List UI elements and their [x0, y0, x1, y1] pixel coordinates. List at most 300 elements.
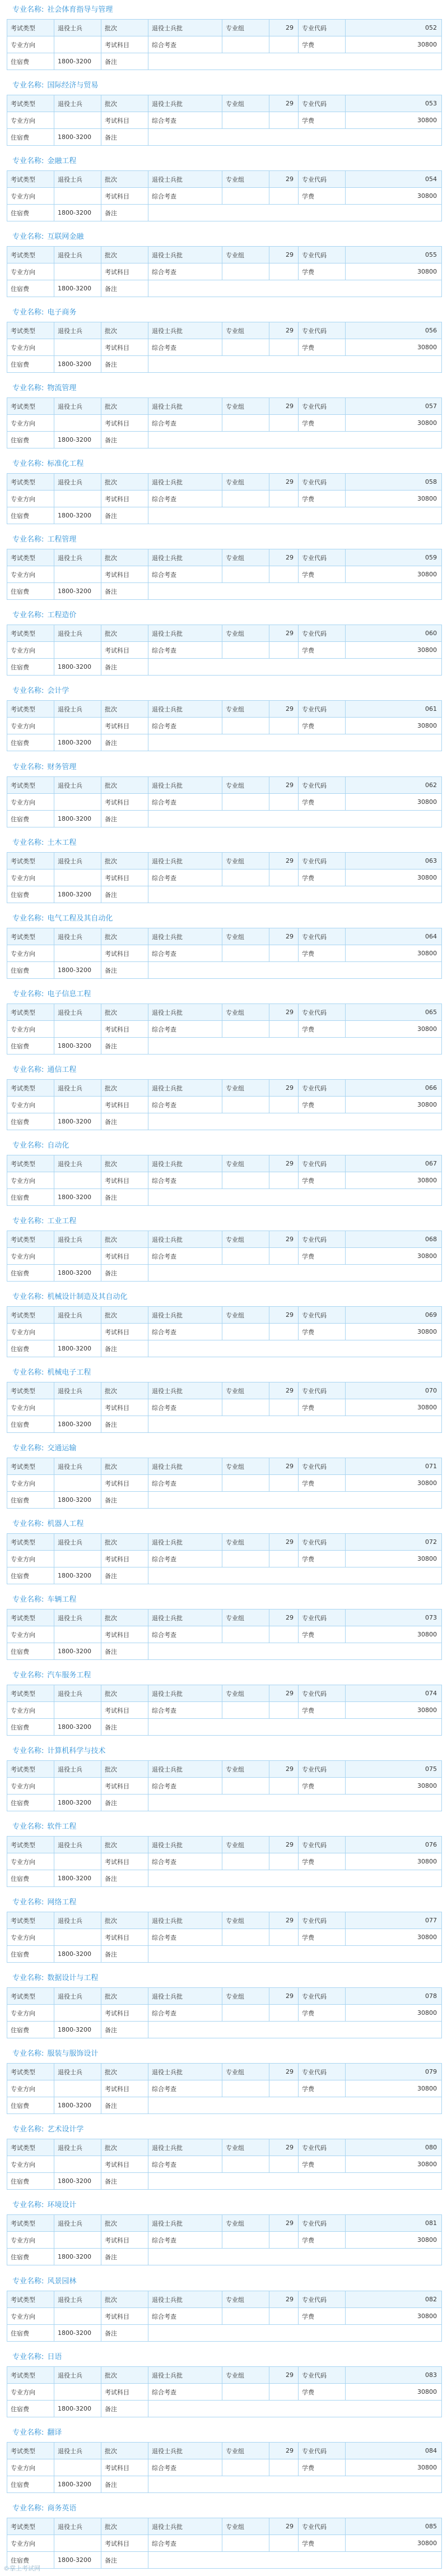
- table-row: [7, 1567, 442, 1584]
- accommodation-fee-value: 1800-3200: [54, 432, 101, 448]
- batch-value: 退役士兵批: [148, 1912, 222, 1929]
- accommodation-fee-value: 1800-3200: [54, 2097, 101, 2114]
- exam-subjects-label: 考试科目: [101, 642, 148, 659]
- major-group-value: 29: [269, 928, 299, 945]
- exam-subjects-label: 考试科目: [101, 945, 148, 962]
- exam-subjects-value: 综合考查: [148, 415, 222, 432]
- table-row: [7, 928, 442, 945]
- table-row: [7, 1870, 442, 1887]
- major-info-table: [7, 1609, 442, 1660]
- major-direction-value: [54, 1475, 101, 1492]
- table-row: [7, 1399, 442, 1416]
- remarks-label: 备注: [101, 1492, 148, 1509]
- table-row: [7, 53, 442, 70]
- major-group-value: 29: [269, 2064, 299, 2080]
- exam-type-label: 考试类型: [7, 1837, 54, 1853]
- major-direction-label: 专业方向: [7, 1778, 54, 1795]
- major-code-value: 059: [346, 549, 442, 566]
- major-code-label: 专业代码: [299, 95, 346, 112]
- major-name-label: 专业名称:: [12, 460, 44, 468]
- major-group-label: 专业组: [222, 171, 269, 188]
- tuition-label: 学费: [299, 1853, 346, 1870]
- tuition-value: 30800: [346, 870, 442, 886]
- accommodation-fee-label: 住宿费: [7, 356, 54, 373]
- major-group-value: 29: [269, 1610, 299, 1626]
- major-direction-label: 专业方向: [7, 1324, 54, 1340]
- exam-type-label: 考试类型: [7, 1534, 54, 1551]
- major-group-label: 专业组: [222, 1004, 269, 1021]
- table-row: [7, 625, 442, 642]
- remarks-label: 备注: [101, 53, 148, 70]
- major-code-label: 专业代码: [299, 701, 346, 718]
- accommodation-fee-value: 1800-3200: [54, 1038, 101, 1055]
- exam-subjects-label: 考试科目: [101, 1853, 148, 1870]
- major-block: [7, 76, 441, 147]
- table-row: [7, 2097, 442, 2114]
- batch-value: 退役士兵批: [148, 2064, 222, 2080]
- exam-subjects-label: 考试科目: [101, 2384, 148, 2401]
- batch-value: 退役士兵批: [148, 1307, 222, 1324]
- empty-cell: [222, 718, 269, 734]
- empty-cell: [222, 1021, 269, 1038]
- major-block: [7, 530, 441, 601]
- exam-type-value: 退役士兵: [54, 1610, 101, 1626]
- major-direction-value: [54, 870, 101, 886]
- major-group-label: 专业组: [222, 1534, 269, 1551]
- remarks-value: [148, 1567, 442, 1584]
- accommodation-fee-label: 住宿费: [7, 1416, 54, 1433]
- major-group-value: 29: [269, 1912, 299, 1929]
- exam-type-label: 考试类型: [7, 2215, 54, 2232]
- tuition-label: 学费: [299, 1929, 346, 1946]
- empty-cell: [222, 642, 269, 659]
- exam-type-label: 考试类型: [7, 171, 54, 188]
- batch-value: 退役士兵批: [148, 701, 222, 718]
- exam-type-label: 考试类型: [7, 474, 54, 491]
- table-row: [7, 2535, 442, 2552]
- accommodation-fee-value: 1800-3200: [54, 2401, 101, 2417]
- exam-subjects-value: 综合考查: [148, 566, 222, 583]
- major-direction-value: [54, 415, 101, 432]
- tuition-value: 30800: [346, 263, 442, 280]
- exam-type-value: 退役士兵: [54, 1231, 101, 1248]
- tuition-value: 30800: [346, 642, 442, 659]
- major-group-label: 专业组: [222, 1382, 269, 1399]
- exam-type-value: 退役士兵: [54, 1988, 101, 2005]
- exam-type-value: 退役士兵: [54, 1534, 101, 1551]
- empty-cell: [222, 491, 269, 507]
- table-row: [7, 36, 442, 53]
- major-title: [12, 1140, 69, 1151]
- major-name-label: 专业名称:: [12, 2277, 44, 2286]
- major-title: [12, 2352, 62, 2363]
- major-name-label: 专业名称:: [12, 2429, 44, 2437]
- tuition-value: 30800: [346, 1021, 442, 1038]
- major-info-table: [7, 2518, 442, 2569]
- table-row: [7, 1626, 442, 1643]
- batch-label: 批次: [101, 1534, 148, 1551]
- major-group-label: 专业组: [222, 1761, 269, 1778]
- exam-type-value: 退役士兵: [54, 171, 101, 188]
- major-code-value: 062: [346, 777, 442, 794]
- major-title: [12, 1292, 127, 1303]
- empty-cell: [222, 566, 269, 583]
- major-name: 会计学: [47, 687, 69, 695]
- table-row: [7, 794, 442, 811]
- major-name-label: 专业名称:: [12, 308, 44, 317]
- major-title: [12, 1367, 91, 1379]
- empty-cell: [269, 1778, 299, 1795]
- major-group-value: 29: [269, 1837, 299, 1853]
- exam-type-label: 考试类型: [7, 2518, 54, 2535]
- tuition-label: 学费: [299, 870, 346, 886]
- major-group-label: 专业组: [222, 1912, 269, 1929]
- major-info-table: [7, 1079, 442, 1130]
- major-block: [7, 605, 441, 677]
- empty-cell: [269, 1097, 299, 1113]
- accommodation-fee-label: 住宿费: [7, 2173, 54, 2190]
- empty-cell: [222, 2232, 269, 2249]
- major-group-value: 29: [269, 777, 299, 794]
- major-name: 电子信息工程: [47, 990, 91, 998]
- exam-type-label: 考试类型: [7, 1307, 54, 1324]
- accommodation-fee-value: 1800-3200: [54, 2325, 101, 2342]
- exam-type-value: 退役士兵: [54, 20, 101, 36]
- major-code-label: 专业代码: [299, 928, 346, 945]
- accommodation-fee-value: 1800-3200: [54, 1643, 101, 1660]
- exam-type-value: 退役士兵: [54, 1685, 101, 1702]
- remarks-label: 备注: [101, 2173, 148, 2190]
- batch-label: 批次: [101, 1988, 148, 2005]
- table-row: [7, 1080, 442, 1097]
- tuition-label: 学费: [299, 1399, 346, 1416]
- table-row: [7, 1534, 442, 1551]
- batch-label: 批次: [101, 2443, 148, 2459]
- major-title: [12, 307, 76, 318]
- major-group-value: 29: [269, 853, 299, 870]
- major-name: 机械电子工程: [47, 1368, 91, 1377]
- tuition-label: 学费: [299, 1021, 346, 1038]
- major-direction-label: 专业方向: [7, 36, 54, 53]
- tuition-value: 30800: [346, 2080, 442, 2097]
- batch-value: 退役士兵批: [148, 20, 222, 36]
- exam-type-label: 考试类型: [7, 1458, 54, 1475]
- major-title: [12, 1519, 83, 1530]
- accommodation-fee-label: 住宿费: [7, 734, 54, 751]
- accommodation-fee-label: 住宿费: [7, 659, 54, 676]
- major-block: [7, 681, 441, 752]
- table-row: [7, 1719, 442, 1736]
- major-code-label: 专业代码: [299, 1534, 346, 1551]
- exam-type-label: 考试类型: [7, 1988, 54, 2005]
- exam-subjects-value: 综合考查: [148, 1551, 222, 1567]
- tuition-label: 学费: [299, 1702, 346, 1719]
- batch-label: 批次: [101, 1458, 148, 1475]
- major-code-label: 专业代码: [299, 322, 346, 339]
- major-direction-value: [54, 718, 101, 734]
- empty-cell: [269, 1626, 299, 1643]
- table-row: [7, 1988, 442, 2005]
- empty-cell: [269, 36, 299, 53]
- batch-value: 退役士兵批: [148, 853, 222, 870]
- exam-subjects-label: 考试科目: [101, 2005, 148, 2022]
- table-row: [7, 870, 442, 886]
- remarks-value: [148, 432, 442, 448]
- exam-type-value: 退役士兵: [54, 2139, 101, 2156]
- major-info-table: [7, 397, 442, 448]
- major-name-label: 专业名称:: [12, 2504, 44, 2513]
- major-title: [12, 2048, 98, 2060]
- major-name: 机器人工程: [47, 1520, 84, 1528]
- remarks-label: 备注: [101, 1189, 148, 1206]
- major-code-label: 专业代码: [299, 1382, 346, 1399]
- major-direction-value: [54, 1172, 101, 1189]
- table-row: [7, 432, 442, 448]
- exam-subjects-label: 考试科目: [101, 112, 148, 129]
- major-group-value: 29: [269, 1382, 299, 1399]
- tuition-value: 30800: [346, 2384, 442, 2401]
- major-title: [12, 2427, 62, 2439]
- major-title: [12, 686, 69, 697]
- major-group-value: 29: [269, 95, 299, 112]
- tuition-value: 30800: [346, 1626, 442, 1643]
- major-block: [7, 151, 441, 223]
- remarks-value: [148, 1946, 442, 1963]
- tuition-label: 学费: [299, 263, 346, 280]
- major-group-value: 29: [269, 2215, 299, 2232]
- exam-subjects-value: 综合考查: [148, 36, 222, 53]
- table-row: [7, 1097, 442, 1113]
- empty-cell: [269, 263, 299, 280]
- batch-value: 退役士兵批: [148, 2139, 222, 2156]
- remarks-label: 备注: [101, 2249, 148, 2265]
- batch-value: 退役士兵批: [148, 1534, 222, 1551]
- tuition-value: 30800: [346, 36, 442, 53]
- empty-cell: [222, 2156, 269, 2173]
- table-row: [7, 188, 442, 205]
- tuition-label: 学费: [299, 1778, 346, 1795]
- major-code-value: 073: [346, 1610, 442, 1626]
- batch-value: 退役士兵批: [148, 2291, 222, 2308]
- major-code-label: 专业代码: [299, 247, 346, 263]
- batch-value: 退役士兵批: [148, 322, 222, 339]
- table-row: [7, 1324, 442, 1340]
- exam-type-value: 退役士兵: [54, 2291, 101, 2308]
- table-row: [7, 1155, 442, 1172]
- batch-value: 退役士兵批: [148, 247, 222, 263]
- tuition-label: 学费: [299, 1172, 346, 1189]
- accommodation-fee-label: 住宿费: [7, 280, 54, 297]
- major-direction-label: 专业方向: [7, 1172, 54, 1189]
- table-row: [7, 583, 442, 600]
- empty-cell: [269, 1399, 299, 1416]
- exam-type-label: 考试类型: [7, 1610, 54, 1626]
- accommodation-fee-label: 住宿费: [7, 2249, 54, 2265]
- major-title: [12, 1443, 76, 1454]
- major-title: [12, 913, 113, 924]
- major-code-value: 080: [346, 2139, 442, 2156]
- major-code-label: 专业代码: [299, 1988, 346, 2005]
- table-row: [7, 1912, 442, 1929]
- exam-type-value: 退役士兵: [54, 247, 101, 263]
- tuition-value: 30800: [346, 1778, 442, 1795]
- batch-label: 批次: [101, 625, 148, 642]
- empty-cell: [222, 1248, 269, 1265]
- major-info-table: [7, 700, 442, 751]
- major-direction-value: [54, 1551, 101, 1567]
- exam-type-label: 考试类型: [7, 2367, 54, 2384]
- major-name-label: 专业名称:: [12, 839, 44, 847]
- major-name: 车辆工程: [47, 1595, 77, 1604]
- remarks-label: 备注: [101, 2097, 148, 2114]
- remarks-label: 备注: [101, 583, 148, 600]
- exam-type-label: 考试类型: [7, 1382, 54, 1399]
- batch-value: 退役士兵批: [148, 2443, 222, 2459]
- table-row: [7, 205, 442, 221]
- accommodation-fee-value: 1800-3200: [54, 886, 101, 903]
- table-row: [7, 2518, 442, 2535]
- table-row: [7, 1248, 442, 1265]
- table-row: [7, 2022, 442, 2038]
- accommodation-fee-label: 住宿费: [7, 507, 54, 524]
- empty-cell: [222, 1853, 269, 1870]
- empty-cell: [269, 2232, 299, 2249]
- batch-label: 批次: [101, 322, 148, 339]
- batch-value: 退役士兵批: [148, 171, 222, 188]
- empty-cell: [222, 1399, 269, 1416]
- table-row: [7, 853, 442, 870]
- remarks-value: [148, 205, 442, 221]
- accommodation-fee-label: 住宿费: [7, 129, 54, 146]
- exam-subjects-value: 综合考查: [148, 1475, 222, 1492]
- major-code-value: 081: [346, 2215, 442, 2232]
- major-direction-value: [54, 1097, 101, 1113]
- major-group-label: 专业组: [222, 777, 269, 794]
- major-block: [7, 1514, 441, 1585]
- tuition-label: 学费: [299, 36, 346, 53]
- batch-label: 批次: [101, 1307, 148, 1324]
- major-direction-label: 专业方向: [7, 1475, 54, 1492]
- exam-subjects-value: 综合考查: [148, 2535, 222, 2552]
- tuition-label: 学费: [299, 2232, 346, 2249]
- empty-cell: [222, 2080, 269, 2097]
- major-info-table: [7, 2291, 442, 2342]
- major-block: [7, 909, 441, 980]
- table-row: [7, 415, 442, 432]
- table-row: [7, 2156, 442, 2173]
- major-name: 互联网金融: [47, 233, 84, 241]
- remarks-label: 备注: [101, 659, 148, 676]
- major-code-label: 专业代码: [299, 1080, 346, 1097]
- empty-cell: [269, 642, 299, 659]
- exam-type-value: 退役士兵: [54, 549, 101, 566]
- major-code-value: 078: [346, 1988, 442, 2005]
- accommodation-fee-label: 住宿费: [7, 205, 54, 221]
- empty-cell: [222, 2535, 269, 2552]
- major-group-label: 专业组: [222, 701, 269, 718]
- major-info-table: [7, 2139, 442, 2190]
- exam-type-value: 退役士兵: [54, 1382, 101, 1399]
- major-group-value: 29: [269, 2139, 299, 2156]
- major-direction-label: 专业方向: [7, 1626, 54, 1643]
- major-code-value: 083: [346, 2367, 442, 2384]
- major-info-table: [7, 549, 442, 600]
- major-group-value: 29: [269, 1231, 299, 1248]
- batch-label: 批次: [101, 2064, 148, 2080]
- major-name: 土木工程: [47, 839, 77, 847]
- major-block: [7, 2423, 441, 2494]
- exam-subjects-label: 考试科目: [101, 566, 148, 583]
- exam-type-label: 考试类型: [7, 1004, 54, 1021]
- major-direction-value: [54, 2308, 101, 2325]
- major-info-table: [7, 1306, 442, 1357]
- exam-type-value: 退役士兵: [54, 1912, 101, 1929]
- table-row: [7, 1551, 442, 1567]
- table-row: [7, 171, 442, 188]
- major-code-value: 053: [346, 95, 442, 112]
- major-group-label: 专业组: [222, 1307, 269, 1324]
- major-info-table: [7, 1987, 442, 2038]
- remarks-label: 备注: [101, 2401, 148, 2417]
- major-name: 交通运输: [47, 1444, 77, 1453]
- accommodation-fee-label: 住宿费: [7, 1189, 54, 1206]
- tuition-label: 学费: [299, 2384, 346, 2401]
- empty-cell: [269, 1324, 299, 1340]
- empty-cell: [222, 1778, 269, 1795]
- tuition-label: 学费: [299, 1475, 346, 1492]
- tuition-value: 30800: [346, 2535, 442, 2552]
- major-block: [7, 1060, 441, 1131]
- major-block: [7, 2120, 441, 2191]
- major-direction-label: 专业方向: [7, 2156, 54, 2173]
- exam-type-value: 退役士兵: [54, 1307, 101, 1324]
- exam-type-label: 考试类型: [7, 701, 54, 718]
- batch-label: 批次: [101, 2518, 148, 2535]
- exam-type-value: 退役士兵: [54, 625, 101, 642]
- remarks-value: [148, 507, 442, 524]
- major-group-value: 29: [269, 322, 299, 339]
- remarks-label: 备注: [101, 1719, 148, 1736]
- table-row: [7, 549, 442, 566]
- remarks-value: [148, 1038, 442, 1055]
- accommodation-fee-value: 1800-3200: [54, 2022, 101, 2038]
- exam-type-value: 退役士兵: [54, 2367, 101, 2384]
- tuition-value: 30800: [346, 794, 442, 811]
- table-row: [7, 1416, 442, 1433]
- major-direction-label: 专业方向: [7, 1853, 54, 1870]
- remarks-label: 备注: [101, 1340, 148, 1357]
- empty-cell: [222, 1626, 269, 1643]
- table-row: [7, 2384, 442, 2401]
- exam-subjects-value: 综合考查: [148, 1172, 222, 1189]
- major-code-label: 专业代码: [299, 474, 346, 491]
- major-info-table: [7, 852, 442, 903]
- table-row: [7, 1265, 442, 1282]
- tuition-label: 学费: [299, 2535, 346, 2552]
- remarks-value: [148, 129, 442, 146]
- batch-label: 批次: [101, 1685, 148, 1702]
- empty-cell: [269, 1853, 299, 1870]
- batch-label: 批次: [101, 2215, 148, 2232]
- major-code-label: 专业代码: [299, 1231, 346, 1248]
- major-group-label: 专业组: [222, 1837, 269, 1853]
- table-row: [7, 1853, 442, 1870]
- remarks-value: [148, 1340, 442, 1357]
- empty-cell: [269, 2535, 299, 2552]
- exam-type-label: 考试类型: [7, 928, 54, 945]
- tuition-value: 30800: [346, 491, 442, 507]
- remarks-label: 备注: [101, 2476, 148, 2493]
